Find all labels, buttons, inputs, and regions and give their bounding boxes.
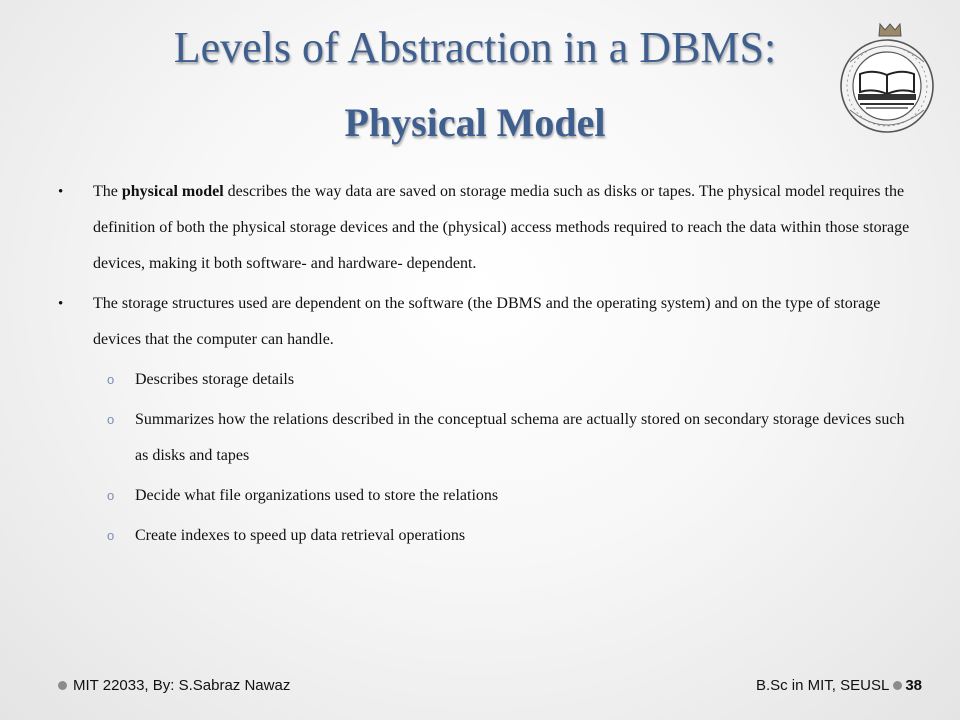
bullet-marker: • [58, 296, 64, 312]
bullet-text-prefix: The [93, 183, 122, 200]
bullet-text: The storage structures used are dependent on the software (the DBMS and the operating system) and on the type of storage devices that the computer can handle. [93, 295, 881, 348]
footer-course: B.Sc in MIT, SEUSL [755, 677, 890, 694]
page-number: 38 [905, 677, 922, 694]
sub-bullet-marker: o [107, 372, 115, 387]
bullet-marker: • [58, 184, 64, 200]
sub-bullet-item [58, 478, 913, 514]
bullet-item [58, 286, 913, 358]
footer-left [58, 677, 290, 694]
footer-author: MIT 22033, By: S.Sabraz Nawaz [73, 677, 291, 694]
sub-bullet-marker: o [107, 412, 115, 427]
footer-dot-icon [58, 681, 67, 690]
bullet-item [58, 174, 913, 282]
sub-bullet-text: Decide what file organizations used to store the relations [135, 487, 499, 504]
footer-right [756, 677, 922, 694]
sub-bullet-text: Create indexes to speed up data retrieval operations [135, 527, 466, 544]
sub-bullet-item [58, 402, 913, 474]
slide-content [58, 174, 913, 558]
slide-title-line1: Levels of Abstraction in a DBMS: [173, 23, 777, 72]
sub-bullet-item [58, 362, 913, 398]
sub-bullet-text: Describes storage details [135, 371, 295, 388]
sub-bullet-text: Summarizes how the relations described in the conceptual schema are actually stored on secondary storage devices such as disks and tapes [135, 411, 905, 464]
slide-title-line2: Physical Model [344, 100, 606, 145]
bullet-text-rest: describes the way data are saved on storage media such as disks or tapes. The physical model requires the definition of both the physical storage devices and the (physical) access methods required to reach the data within those storage devices, making it both software- and hardware- dependent. [93, 183, 910, 272]
bullet-text-bold: physical model [121, 183, 224, 200]
sub-bullet-item [58, 518, 913, 554]
footer-dot-icon [893, 681, 902, 690]
university-seal-logo [836, 22, 938, 136]
sub-bullet-marker: o [107, 488, 115, 503]
sub-bullet-marker: o [107, 528, 115, 543]
